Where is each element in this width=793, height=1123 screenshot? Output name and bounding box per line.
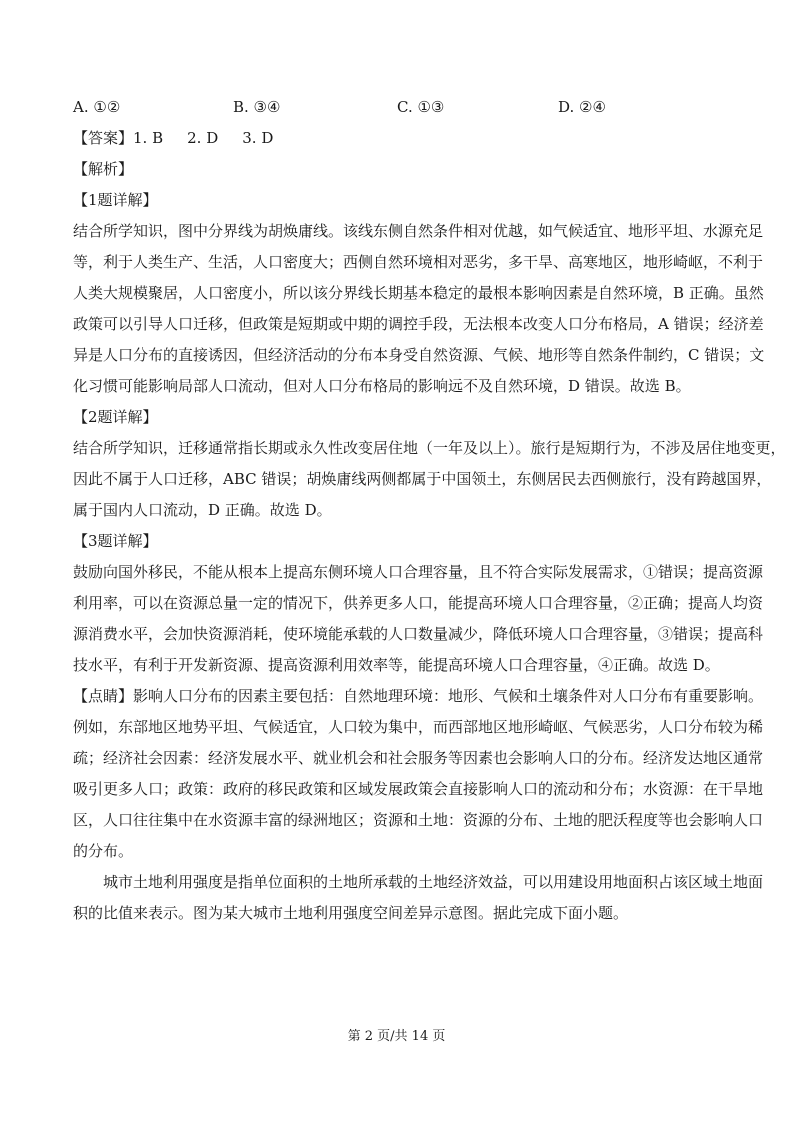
q1-line: 化习惯可能影响局部人口流动，但对人口分布格局的影响远不及自然环境，D 错误。故选 B。 [73, 377, 691, 395]
q3-explanation [73, 557, 764, 681]
answer-item-1: 1. B [133, 129, 164, 147]
page-content [73, 92, 786, 929]
q3-heading: 【3题详解】 [73, 532, 158, 550]
answer-item-3: 3. D [242, 129, 274, 147]
intro-line: 城市土地利用强度是指单位面积的土地所承载的土地经济效益，可以用建设用地面积占该区域土地面 [103, 873, 764, 891]
q3-line: 鼓励向国外移民，不能从根本上提高东侧环境人口合理容量，且不符合实际发展需求，①错误；提高资源 [73, 563, 764, 581]
tip-line: 例如，东部地区地势平坦、气候适宜，人口较为集中，而西部地区地形崎岖、气候恶劣，人口分布较为稀 [73, 718, 764, 736]
q1-heading: 【1题详解】 [73, 191, 158, 209]
q1-line: 政策可以引导人口迁移，但政策是短期或中期的调控手段，无法根本改变人口分布格局，A 错误；经济差 [73, 315, 764, 333]
q1-line: 结合所学知识，图中分界线为胡焕庸线。该线东侧自然条件相对优越，如气候适宜、地形平坦、水源充足 [73, 222, 764, 240]
option-b: B. ③④ [233, 98, 281, 116]
intro-line: 积的比值来表示。图为某大城市土地利用强度空间差异示意图。据此完成下面小题。 [73, 904, 629, 922]
option-c: C. ①③ [397, 98, 445, 116]
tip-line: 【点睛】影响人口分布的因素主要包括：自然地理环境：地形、气候和土壤条件对人口分布有重要影响。 [73, 687, 764, 705]
q2-line: 结合所学知识，迁移通常指长期或永久性改变居住地（一年及以上）。旅行是短期行为，不涉及居住地变更， [73, 439, 786, 457]
option-a: A. ①② [73, 98, 121, 116]
q2-line: 因此不属于人口迁移，ABC 错误；胡焕庸线两侧都属于中国领土，东侧居民去西侧旅行，没有跨越国界， [73, 470, 772, 488]
tip-line: 吸引更多人口；政策：政府的移民政策和区域发展政策会直接影响人口的流动和分布；水资源：在干旱地 [73, 780, 764, 798]
q2-explanation [73, 433, 786, 526]
q1-line: 异是人口分布的直接诱因，但经济活动的分布本身受自然资源、气候、地形等自然条件制约，C 错误；文 [73, 346, 765, 364]
next-question-intro [73, 867, 764, 929]
page-number-footer: 第 2 页/共 14 页 [347, 1029, 446, 1044]
q1-line: 人类大规模聚居，人口密度小，所以该分界线长期基本稳定的最根本影响因素是自然环境，B 正确。虽然 [73, 284, 764, 302]
answer-item-2: 2. D [187, 129, 219, 147]
q3-line: 源消费水平，会加快资源消耗，使环境能承载的人口数量减少，降低环境人口合理容量，③错误；提高科 [73, 625, 764, 643]
answer-tag: 【答案】 [73, 129, 134, 147]
tip-section [73, 681, 764, 867]
q3-line: 利用率，可以在资源总量一定的情况下，供养更多人口，能提高环境人口合理容量，②正确；提高人均资 [73, 594, 764, 612]
q2-line: 属于国内人口流动，D 正确。故选 D。 [73, 501, 332, 519]
option-d: D. ②④ [558, 98, 606, 116]
tip-line: 疏；经济社会因素：经济发展水平、就业机会和社会服务等因素也会影响人口的分布。经济发达地区通常 [73, 749, 764, 767]
answer-options [73, 92, 735, 123]
q3-line: 技水平，有利于开发新资源、提高资源利用效率等，能提高环境人口合理容量，④正确。故选 D。 [73, 656, 720, 674]
q1-explanation [73, 216, 765, 402]
analysis-heading: 【解析】 [73, 160, 134, 178]
tip-line: 的分布。 [73, 842, 134, 860]
tip-line: 区，人口往往集中在水资源丰富的绿洲地区；资源和土地：资源的分布、土地的肥沃程度等也会影响人口 [73, 811, 764, 829]
answer-line [73, 123, 735, 154]
q1-line: 等，利于人类生产、生活，人口密度大；西侧自然环境相对恶劣，多干旱、高寒地区，地形崎岖，不利于 [73, 253, 764, 271]
q2-heading: 【2题详解】 [73, 408, 158, 426]
